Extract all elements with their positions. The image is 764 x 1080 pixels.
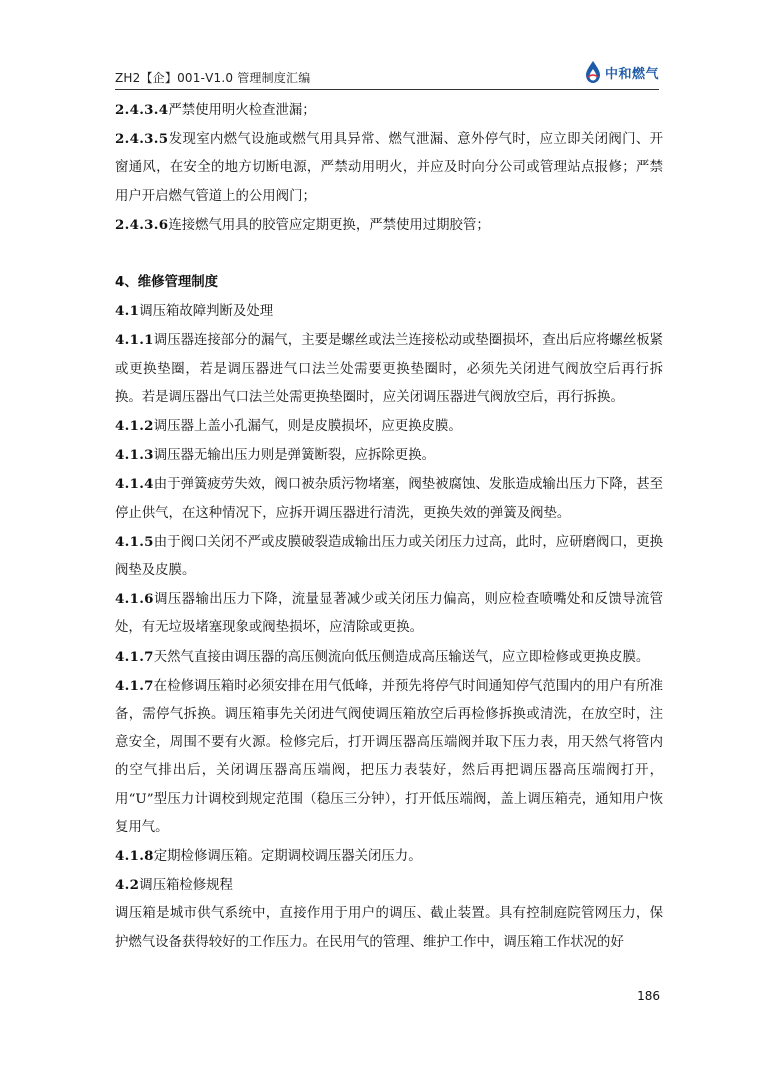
clause-text: 在检修调压箱时必须安排在用气低峰，并预先将停气时间通知停气范围内的用户有所准备，需停气拆换。调压箱事先关闭进气阀使调压箱放空后再检修拆换或清洗，在放空时，注意安全，周围不要有火源。检修完后，打开调压器高压端阀并取下压力表，用天然气将管内的空气排出后，关闭调压器高压端阀，把压力表装好，然后再把调压器高压端阀打开，用“U”型压力计调校到规定范围（稳压三分钟），打开低压端阀，盖上调压箱壳，通知用户恢复用气。 — [115, 678, 663, 835]
clause-text: 调压箱故障判断及处理 — [139, 304, 274, 320]
logo-text: 中和燃气 — [604, 66, 659, 82]
clause-paragraph — [115, 585, 663, 642]
clause-number: 4.1.1 — [115, 332, 154, 349]
clause-number: 4.1.2 — [115, 418, 154, 435]
page-header — [115, 58, 659, 90]
clause-paragraph — [115, 125, 663, 211]
clause-text: 调压器输出压力下降，流量显著减少或关闭压力偏高，则应检查喷嘴处和反馈导流管处，有无垃圾堵塞现象或阀垫损坏，应清除或更换。 — [115, 592, 663, 636]
clause-text: 定期检修调压箱。定期调校调压器关闭压力。 — [153, 849, 422, 865]
clause-number: 4.2 — [115, 877, 140, 894]
clause-number: 4.1.5 — [115, 533, 154, 550]
clause-number: 4.1.7 — [115, 677, 154, 694]
clause-paragraph — [115, 297, 663, 326]
clause-text: 天然气直接由调压器的高压侧流向低压侧造成高压输送气，应立即检修或更换皮膜。 — [153, 649, 650, 665]
document-body — [115, 96, 663, 957]
clause-text: 严禁使用明火检查泄漏； — [168, 103, 316, 118]
clause-number: 2.4.3.6 — [115, 216, 169, 233]
clause-text: 调压器上盖小孔漏气，则是皮膜损坏，应更换皮膜。 — [153, 419, 462, 435]
clause-number: 4.1.7 — [115, 648, 154, 665]
company-logo — [584, 60, 659, 84]
clause-paragraph — [115, 643, 663, 672]
clause-number: 2.4.3.4 — [115, 102, 169, 118]
clause-text: 发现室内燃气设施或燃气用具异常、燃气泄漏、意外停气时，应立即关闭阀门、开窗通风，在安全的地方切断电源，严禁动用明火，并应及时向分公司或管理站点报修；严禁用户开启燃气管道上的公用阀门； — [115, 132, 663, 204]
page-number: 186 — [637, 989, 660, 1003]
clause-text: 调压器无输出压力则是弹簧断裂，应拆除更换。 — [153, 448, 435, 464]
clause-text: 调压箱检修规程 — [139, 878, 233, 894]
clause-text: 由于阀口关闭不严或皮膜破裂造成输出压力或关闭压力过高，此时，应研磨阀口，更换阀垫及皮膜。 — [115, 534, 663, 579]
clause-paragraph — [115, 871, 663, 900]
clause-paragraph — [115, 96, 663, 125]
clause-number: 4.1.6 — [115, 591, 154, 608]
clause-text: 调压器连接部分的漏气，主要是螺丝或法兰连接松动或垫圈损坏，查出后应将螺丝板紧或更换垫圈，若是调压器进气口法兰处需要更换垫圈时，必须先关闭进气阀放空后再行拆换。若是调压器出气口法兰处需更换垫圈时，应关闭调压器进气阀放空后，再行拆换。 — [115, 333, 663, 405]
clause-paragraph — [115, 441, 663, 470]
body-paragraph — [115, 900, 663, 956]
clause-number: 2.4.3.5 — [115, 131, 169, 148]
header-divider — [115, 89, 659, 90]
clause-paragraph — [115, 672, 663, 842]
header-title: ZH2【企】001-V1.0 管理制度汇编 — [115, 71, 311, 85]
section-title: 4、维修管理制度 — [115, 275, 219, 291]
clause-paragraph — [115, 326, 663, 412]
flame-drop-icon — [584, 60, 602, 84]
clause-paragraph — [115, 412, 663, 441]
clause-number: 4.1 — [115, 303, 140, 320]
clause-number: 4.1.8 — [115, 848, 154, 865]
clause-number: 4.1.3 — [115, 447, 154, 464]
clause-text: 由于弹簧疲劳失效，阀口被杂质污物堵塞，阀垫被腐蚀、发胀造成输出压力下降，甚至停止供气，在这种情况下，应拆开调压器进行清洗，更换失效的弹簧及阀垫。 — [115, 477, 663, 521]
clause-text: 调压箱是城市供气系统中，直接作用于用户的调压、截止装置。具有控制庭院管网压力，保护燃气设备获得较好的工作压力。在民用气的管理、维护工作中，调压箱工作状况的好 — [115, 906, 663, 950]
section-spacer — [115, 240, 663, 269]
clause-number: 4.1.4 — [115, 476, 154, 493]
clause-paragraph — [115, 528, 663, 585]
clause-paragraph — [115, 842, 663, 871]
clause-text: 连接燃气用具的胶管应定期更换，严禁使用过期胶管； — [168, 217, 490, 233]
clause-paragraph — [115, 470, 663, 527]
clause-paragraph — [115, 211, 663, 240]
